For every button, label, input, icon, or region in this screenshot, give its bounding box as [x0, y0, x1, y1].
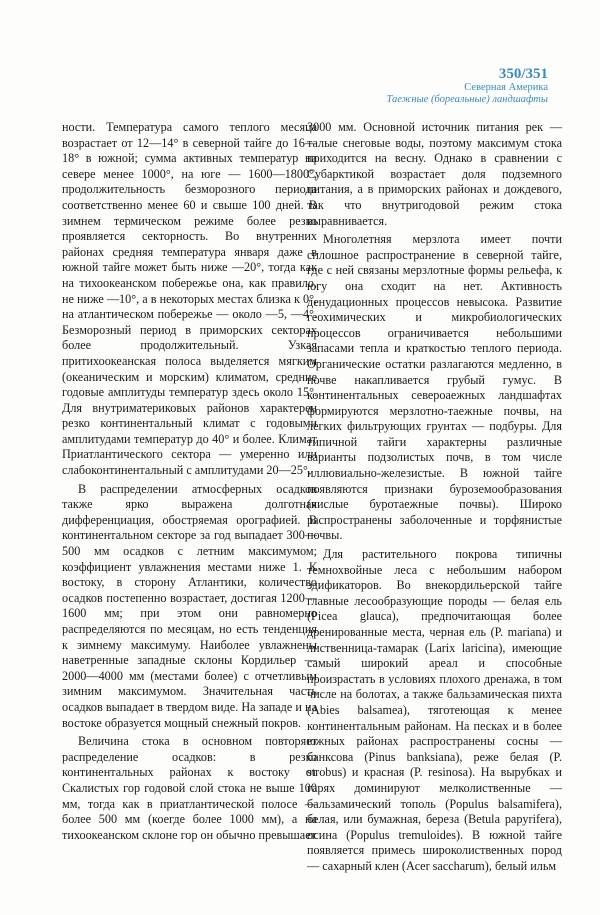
page-numbers: 350/351	[498, 66, 548, 82]
subsection-title: Таежные (бореальные) ландшафты	[386, 94, 548, 105]
left-column	[62, 120, 317, 843]
page-header	[386, 66, 548, 106]
right-column	[307, 120, 562, 875]
section-title: Северная Америка	[464, 82, 548, 93]
paragraph: Величина стока в основном повторяет распределение осадков: в резко континентальных районах к востоку от Скалистых гор годовой слой стока не выше 100 мм, тогда как в приатлантической полосе — более 500 мм (коегде более 1000 мм), а на тихоокеанском склоне гор он обычно превышает	[62, 734, 317, 842]
paragraph: ности. Температура самого теплого месяца возрастает от 12—14° в северной тайге до 16—18° в южной; сумма активных температур на севере менее 1000°, на юге — 1600—1800°, продолжительность безморозного периода соответственно менее 60 и свыше 100 дней. В зимнем термическом режиме более резко проявляется секторность. Во внутренних районах средняя температура января даже в южной тайге может быть ниже —20°, тогда как на тихоокеанском побережье она, как правило, не ниже —10°, а в некоторых местах близка к 0°, на атлантическом побережье — около —5, —4°. Безморозный период в приморских секторах более продолжительный. Узкая притихоокеанская полоса выделяется мягким (океаническим и морским) климатом, средние годовые амплитуды температур здесь около 15°. Для внутриматериковых районов характерен резко континентальный климат с годовыми амплитудами температур до 40° и более. Климат Приатлантического сектора — умеренно или слабоконтинентальный с амплитудами 20—25°.	[62, 120, 317, 478]
paragraph: В распределении атмосферных осадков также ярко выражена долготная дифференциация, обостряемая орографией. В континентальном секторе за год выпадает 300—500 мм осадков с летним максимумом; коэффициент увлажнения местами ниже 1. К востоку, в сторону Атлантики, количество осадков постепенно возрастает, достигая 1200—1600 мм; при этом они равномерно распределяются по месяцам, но есть тенденция к зимнему максимуму. Наиболее увлажнены наветренные западные склоны Кордильер — 2000—4000 мм (местами более) с отчетливым зимним максимумом. Значительная часть осадков выпадает в твердом виде. На западе и на востоке образуется мощный снежный покров.	[62, 481, 317, 730]
paragraph: Для растительного покрова типичны темнохвойные леса с небольшим набором эдификаторов. Во внекордильерской тайге главные лесообразующие породы — белая ель (Picea glauca), предпочитающая более дренированные места, черная ель (P. mariana) и лиственница-тамарак (Larix laricina), имеющие самый широкий ареал и способные произрастать в условиях плохого дренажа, в том числе на болотах, а также бальзамическая пихта (Abies balsamea), тяготеющая к менее континентальным районам. На песках и в более южных районах распространены сосны — банксова (Pinus banksiana), реже белая (P. strobus) и красная (P. resinosa). На вырубках и гарях доминируют мелколиственные — бальзамический тополь (Populus balsamifera), белая, или бумажная, береза (Betula papyrifera), осина (Populus tremuloides). В южной тайге появляется примесь широколиственных пород — сахарный клен (Acer saccharum), белый ильм	[307, 547, 562, 873]
paragraph: 3000 мм. Основной источник питания рек — талые снеговые воды, поэтому максимум стока приходится на весну. Однако в сравнении с Субарктикой возрастает доля подземного питания, а в приморских районах и дождевого, так что внутригодовой режим стока выравнивается.	[307, 120, 562, 228]
paragraph: Многолетняя мерзлота имеет почти сплошное распространение в северной тайге, где с ней связаны мерзлотные формы рельефа, к югу она сходит на нет. Активность денудационных процессов невысока. Развитие геохимических и микробиологических процессов ограничивается небольшими запасами тепла и краткостью теплого периода. Органические остатки разлагаются медленно, в почве накапливается грубый гумус. В континентальных североаежных ландшафтах формируются мерзлотно-таежные почвы, на легких фильтрующих грунтах — подбуры. Для типичной тайги характерны различные варианты подзолистых почв, в том числе иллювиально-железистые. В южной тайге появляются признаки буроземообразования (кислые буротаежные почвы). Широко распространены заболоченные и торфянистые почвы.	[307, 232, 562, 543]
